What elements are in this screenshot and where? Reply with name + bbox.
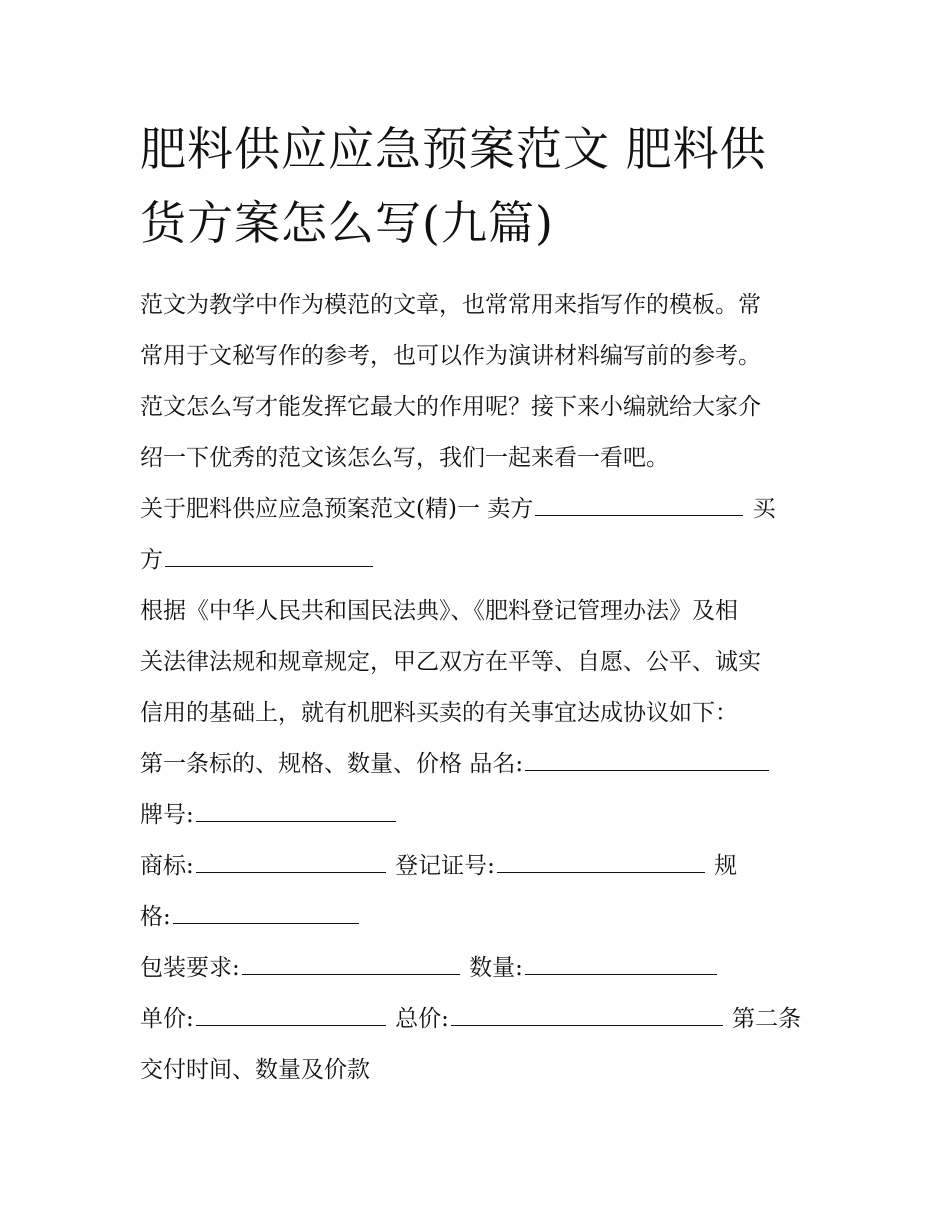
packaging-blank (242, 952, 460, 975)
spec-label-part1: 规 (714, 853, 738, 879)
parties-paragraph (140, 484, 815, 586)
article1-line-7 (140, 1045, 815, 1096)
document-title (140, 112, 820, 260)
brand-number-blank (196, 799, 396, 822)
basis-line-2: 关法律法规和规章规定，甲乙双方在平等、自愿、公平、诚实 (140, 649, 761, 675)
intro-line-3: 范文怎么写才能发挥它最大的作用呢？接下来小编就给大家介 (140, 394, 761, 420)
basis-line-3: 信用的基础上，就有机肥料买卖的有关事宜达成协议如下： (140, 700, 738, 726)
trademark-blank (196, 850, 386, 873)
buyer-label-part1: 买 (752, 496, 776, 522)
section-heading: 关于肥料供应应急预案范文(精)一 (140, 496, 480, 522)
parties-line-2 (140, 535, 815, 586)
registration-no-blank (497, 850, 705, 873)
spec-label-part2: 格: (140, 904, 171, 930)
title-line-2: 货方案怎么写(九篇) (140, 196, 554, 250)
product-name-label: 品名: (469, 751, 524, 777)
buyer-blank (165, 544, 373, 567)
buyer-label-part2: 方 (140, 547, 163, 573)
article2-heading-part2: 交付时间、数量及价款 (140, 1057, 370, 1083)
intro-paragraph (140, 280, 815, 484)
article1-line-3 (140, 841, 815, 892)
seller-label: 卖方 (487, 496, 534, 522)
total-price-blank (451, 1003, 723, 1026)
product-name-blank (525, 748, 769, 771)
packaging-label: 包装要求: (140, 955, 240, 981)
parties-line-1 (140, 484, 815, 535)
quantity-blank (525, 952, 717, 975)
article1-line-5 (140, 943, 815, 994)
article1-line-4 (140, 892, 815, 943)
spec-blank (173, 901, 359, 924)
article1-line-2 (140, 790, 815, 841)
article1-paragraph (140, 739, 815, 1096)
seller-blank (535, 493, 743, 516)
unit-price-blank (196, 1003, 386, 1026)
basis-line-1: 根据《中华人民共和国民法典》、《肥料登记管理办法》及相 (140, 598, 738, 624)
article2-heading-part1: 第二条 (732, 1006, 802, 1032)
registration-no-label: 登记证号: (395, 853, 495, 879)
trademark-label: 商标: (140, 853, 194, 879)
intro-line-4: 绍一下优秀的范文该怎么写，我们一起来看一看吧。 (140, 445, 669, 471)
basis-paragraph (140, 586, 815, 739)
total-price-label: 总价: (395, 1006, 449, 1032)
document-body (140, 280, 815, 1096)
article1-heading: 第一条标的、规格、数量、价格 (140, 751, 462, 777)
intro-line-1: 范文为教学中作为模范的文章，也常常用来指写作的模板。常 (140, 292, 761, 318)
title-line-1: 肥料供应应急预案范文 肥料供 (140, 122, 767, 176)
unit-price-label: 单价: (140, 1006, 194, 1032)
article1-line-1 (140, 739, 815, 790)
quantity-label: 数量: (469, 955, 523, 981)
brand-number-label: 牌号: (140, 802, 194, 828)
article1-line-6 (140, 994, 815, 1045)
intro-line-2: 常用于文秘写作的参考，也可以作为演讲材料编写前的参考。 (140, 343, 761, 369)
